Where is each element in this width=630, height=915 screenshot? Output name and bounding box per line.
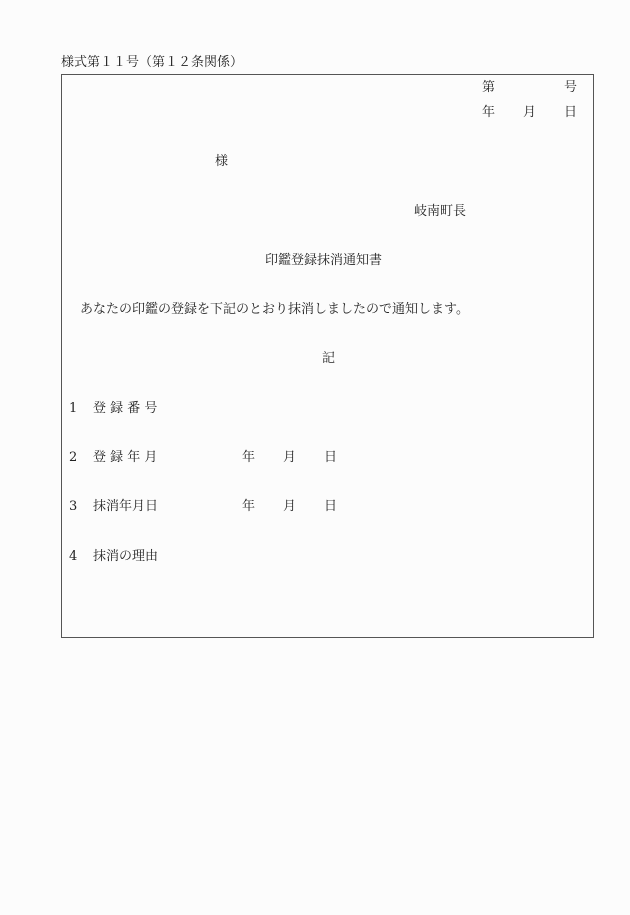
item-day: 日 (324, 450, 338, 465)
item-label-registration-number: 登 録 番 号 (93, 401, 158, 416)
item-month: 月 (283, 450, 297, 465)
issuer-name: 岐南町長 (414, 204, 467, 219)
doc-number-go: 号 (564, 80, 578, 95)
ki-heading: 記 (322, 351, 336, 366)
document-title: 印鑑登録抹消通知書 (265, 253, 383, 268)
item-number: 2 (69, 450, 78, 465)
item-month: 月 (283, 499, 297, 514)
addressee-suffix: 様 (215, 154, 229, 169)
date-day: 日 (564, 105, 578, 120)
item-number: 3 (69, 499, 78, 514)
item-label-cancellation-reason: 抹消の理由 (93, 549, 159, 564)
doc-number-dai: 第 (482, 80, 496, 95)
item-number: 4 (69, 549, 78, 564)
item-number: 1 (69, 401, 78, 416)
item-day: 日 (324, 499, 338, 514)
item-year: 年 (242, 499, 256, 514)
item-label-registration-date: 登 録 年 月 (93, 450, 158, 465)
date-year: 年 (482, 105, 496, 120)
form-number-label: 様式第１１号（第１２条関係） (61, 55, 244, 70)
body-text: あなたの印鑑の登録を下記のとおり抹消しましたので通知します。 (80, 302, 469, 317)
date-month: 月 (523, 105, 537, 120)
item-label-cancellation-date: 抹消年月日 (93, 499, 159, 514)
item-year: 年 (242, 450, 256, 465)
